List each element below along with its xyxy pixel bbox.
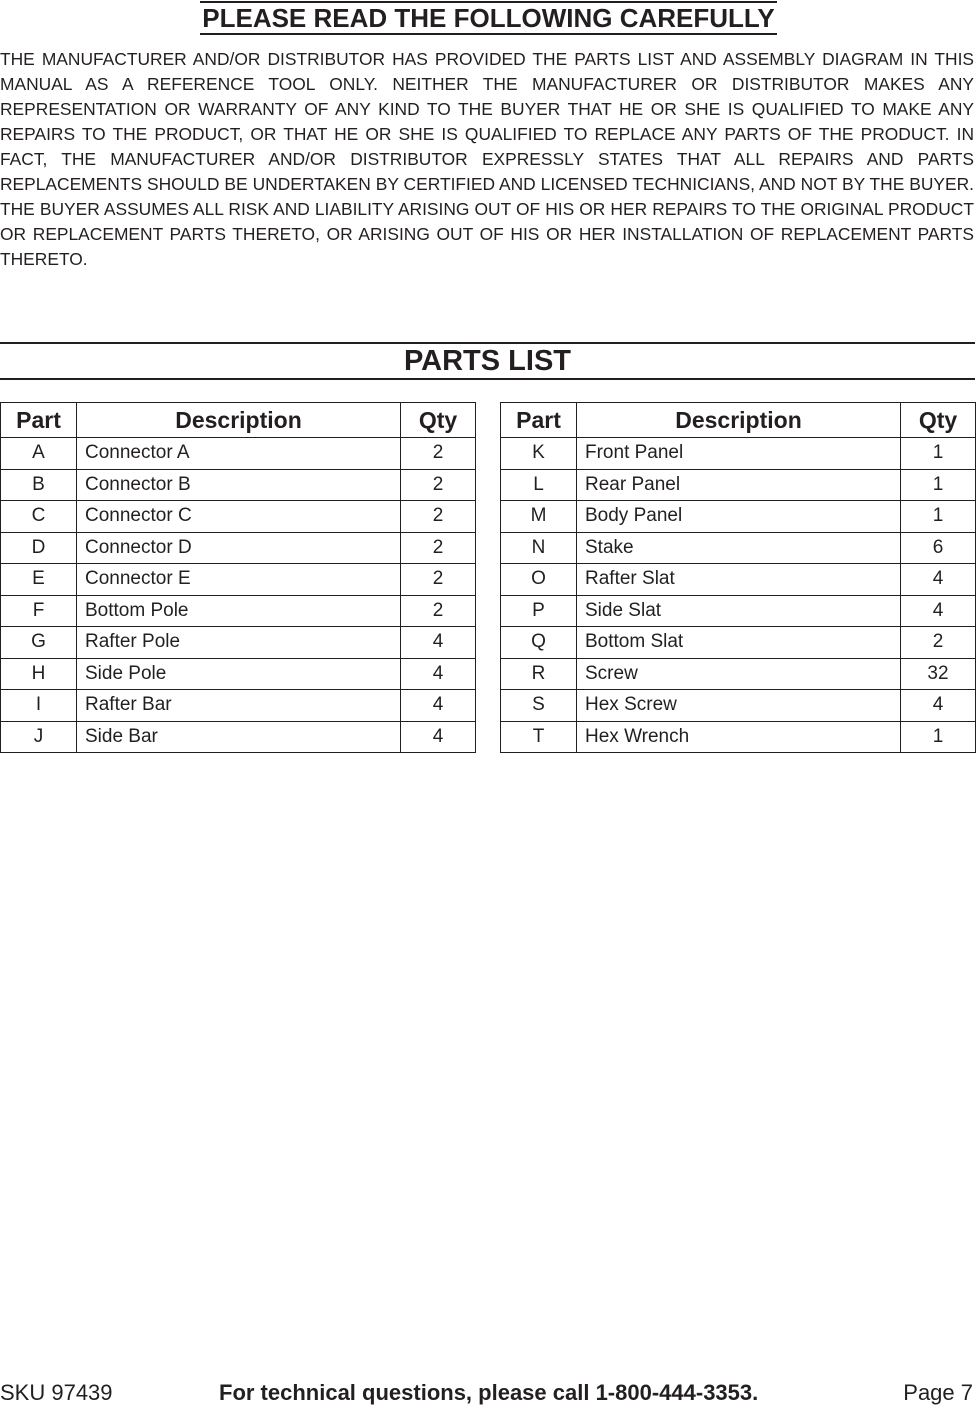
parts-table-left (0, 402, 476, 753)
part-id-cell: G (1, 627, 77, 659)
parts-table-left-body (1, 438, 476, 753)
part-id-cell: E (1, 564, 77, 596)
part-id-cell: M (501, 501, 577, 533)
part-description-cell: Side Pole (77, 658, 401, 690)
table-row (501, 595, 976, 627)
part-qty-cell: 6 (901, 532, 976, 564)
part-description-cell: Connector D (77, 532, 401, 564)
table-row (1, 721, 476, 753)
part-id-cell: C (1, 501, 77, 533)
part-id-cell: N (501, 532, 577, 564)
part-qty-cell: 1 (901, 438, 976, 470)
table-row (1, 690, 476, 722)
part-qty-cell: 4 (401, 627, 476, 659)
tech-support-line: For technical questions, please call 1-800-444-3353. (219, 1380, 759, 1405)
part-qty-cell: 2 (401, 501, 476, 533)
parts-table-header (1, 403, 476, 438)
part-id-cell: H (1, 658, 77, 690)
part-id-cell: P (501, 595, 577, 627)
part-qty-cell: 1 (901, 501, 976, 533)
description-column-header: Description (77, 403, 401, 438)
table-row (1, 438, 476, 470)
notice-heading (0, 0, 977, 35)
part-qty-cell: 2 (401, 438, 476, 470)
parts-table-header (501, 403, 976, 438)
part-description-cell: Stake (577, 532, 901, 564)
part-qty-cell: 4 (901, 690, 976, 722)
notice-text (0, 47, 974, 272)
table-row (501, 658, 976, 690)
table-row (501, 721, 976, 753)
table-row (1, 532, 476, 564)
part-qty-cell: 2 (901, 627, 976, 659)
part-description-cell: Connector E (77, 564, 401, 596)
description-column-header: Description (577, 403, 901, 438)
part-id-cell: I (1, 690, 77, 722)
part-qty-cell: 2 (401, 532, 476, 564)
notice-body: THE MANUFACTURER AND/OR DISTRIBUTOR HAS PROVIDED THE PARTS LIST AND ASSEMBLY DIAGRAM IN THIS MANUAL AS A REFERENCE TOOL ONLY. NEITHER THE MANUFACTURER OR DISTRIBUTOR MAKES ANY REPRESENTATION OR WARRANTY OF ANY KIND TO THE BUYER THAT HE OR SHE IS QUALIFIED TO MAKE ANY REPAIRS TO THE PRODUCT, OR THAT HE OR SHE IS QUALIFIED TO REPLACE ANY PARTS OF THE PRODUCT. IN FACT, THE MANUFACTURER AND/OR DISTRIBUTOR EXPRESSLY STATES THAT ALL REPAIRS AND PARTS REPLACEMENTS SHOULD BE UNDERTAKEN BY CERTIFIED AND LICENSED TECHNICIANS, AND NOT BY THE BUYER. THE BUYER ASSUMES ALL RISK AND LIABILITY ARISING OUT OF HIS OR HER REPAIRS TO THE ORIGINAL PRODUCT OR REPLACEMENT PARTS THERETO, OR ARISING OUT OF HIS OR HER INSTALLATION OF REPLACEMENT PARTS THERETO. (0, 49, 974, 269)
part-description-cell: Connector B (77, 469, 401, 501)
part-id-cell: O (501, 564, 577, 596)
parts-table-right-body (501, 438, 976, 753)
table-row (1, 469, 476, 501)
part-qty-cell: 4 (401, 690, 476, 722)
part-qty-cell: 4 (901, 595, 976, 627)
part-description-cell: Screw (577, 658, 901, 690)
part-description-cell: Connector A (77, 438, 401, 470)
part-qty-cell: 4 (401, 721, 476, 753)
part-id-cell: D (1, 532, 77, 564)
part-qty-cell: 4 (401, 658, 476, 690)
part-column-header: Part (501, 403, 577, 438)
part-qty-cell: 1 (901, 721, 976, 753)
part-id-cell: B (1, 469, 77, 501)
table-row (501, 690, 976, 722)
part-id-cell: A (1, 438, 77, 470)
table-row (501, 532, 976, 564)
part-description-cell: Bottom Slat (577, 627, 901, 659)
part-id-cell: T (501, 721, 577, 753)
part-description-cell: Connector C (77, 501, 401, 533)
part-qty-cell: 1 (901, 469, 976, 501)
part-description-cell: Rear Panel (577, 469, 901, 501)
part-qty-cell: 32 (901, 658, 976, 690)
qty-column-header: Qty (401, 403, 476, 438)
part-qty-cell: 2 (401, 564, 476, 596)
notice-title: PLEASE READ THE FOLLOWING CAREFULLY (202, 3, 775, 33)
page-number: Page 7 (903, 1380, 973, 1405)
part-description-cell: Hex Screw (577, 690, 901, 722)
qty-column-header: Qty (901, 403, 976, 438)
parts-table-right (500, 402, 976, 753)
table-row (1, 595, 476, 627)
part-description-cell: Hex Wrench (577, 721, 901, 753)
sku-label: SKU 97439 (0, 1380, 113, 1405)
table-row (1, 658, 476, 690)
table-row (501, 627, 976, 659)
part-description-cell: Side Bar (77, 721, 401, 753)
parts-list-heading (0, 342, 975, 380)
part-id-cell: Q (501, 627, 577, 659)
table-row (501, 438, 976, 470)
page-footer (0, 1378, 977, 1408)
table-row (1, 564, 476, 596)
part-column-header: Part (1, 403, 77, 438)
part-description-cell: Rafter Pole (77, 627, 401, 659)
part-description-cell: Rafter Slat (577, 564, 901, 596)
table-row (1, 627, 476, 659)
part-id-cell: K (501, 438, 577, 470)
parts-list-title: PARTS LIST (403, 345, 572, 377)
table-row (501, 564, 976, 596)
table-row (501, 469, 976, 501)
part-id-cell: L (501, 469, 577, 501)
part-description-cell: Front Panel (577, 438, 901, 470)
part-description-cell: Rafter Bar (77, 690, 401, 722)
table-row (1, 501, 476, 533)
part-id-cell: F (1, 595, 77, 627)
part-description-cell: Side Slat (577, 595, 901, 627)
part-qty-cell: 2 (401, 469, 476, 501)
part-id-cell: R (501, 658, 577, 690)
part-qty-cell: 2 (401, 595, 476, 627)
part-description-cell: Bottom Pole (77, 595, 401, 627)
table-row (501, 501, 976, 533)
part-description-cell: Body Panel (577, 501, 901, 533)
part-id-cell: S (501, 690, 577, 722)
part-id-cell: J (1, 721, 77, 753)
part-qty-cell: 4 (901, 564, 976, 596)
